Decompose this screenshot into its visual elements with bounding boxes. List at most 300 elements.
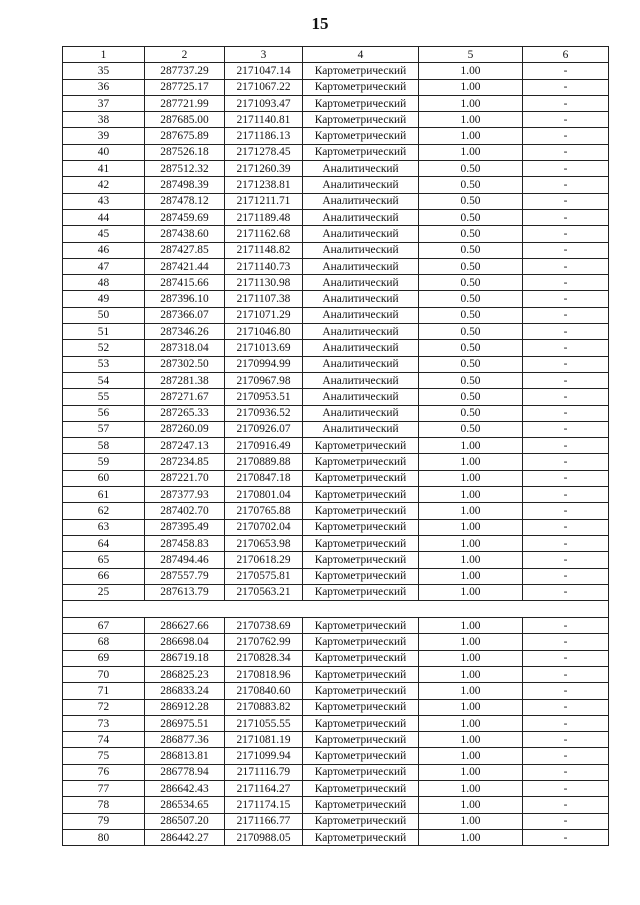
description-cell: -	[523, 340, 609, 356]
description-cell: -	[523, 748, 609, 764]
table-row	[63, 438, 609, 454]
method-cell: Картометрический	[303, 715, 419, 731]
method-cell: Картометрический	[303, 95, 419, 111]
point-number-cell: 48	[63, 275, 145, 291]
accuracy-cell: 1.00	[419, 732, 523, 748]
accuracy-cell: 1.00	[419, 454, 523, 470]
accuracy-cell: 1.00	[419, 487, 523, 503]
description-cell: -	[523, 389, 609, 405]
accuracy-cell: 0.50	[419, 209, 523, 225]
description-cell: -	[523, 372, 609, 388]
point-number-cell: 50	[63, 307, 145, 323]
table-row	[63, 454, 609, 470]
x-coordinate-cell: 287421.44	[145, 258, 225, 274]
method-cell: Картометрический	[303, 732, 419, 748]
point-number-cell: 46	[63, 242, 145, 258]
x-coordinate-cell: 287721.99	[145, 95, 225, 111]
accuracy-cell: 0.50	[419, 372, 523, 388]
x-coordinate-cell: 287377.93	[145, 487, 225, 503]
description-cell: -	[523, 666, 609, 682]
point-number-cell: 56	[63, 405, 145, 421]
point-number-cell: 78	[63, 797, 145, 813]
y-coordinate-cell: 2170967.98	[225, 372, 303, 388]
accuracy-cell: 1.00	[419, 584, 523, 600]
x-coordinate-cell: 286534.65	[145, 797, 225, 813]
method-cell: Аналитический	[303, 258, 419, 274]
accuracy-cell: 1.00	[419, 519, 523, 535]
y-coordinate-cell: 2171093.47	[225, 95, 303, 111]
x-coordinate-cell: 286719.18	[145, 650, 225, 666]
y-coordinate-cell: 2171130.98	[225, 275, 303, 291]
method-cell: Аналитический	[303, 372, 419, 388]
point-number-cell: 39	[63, 128, 145, 144]
description-cell: -	[523, 324, 609, 340]
accuracy-cell: 0.50	[419, 307, 523, 323]
table-row	[63, 829, 609, 845]
point-number-cell: 44	[63, 209, 145, 225]
method-cell: Картометрический	[303, 503, 419, 519]
table-row	[63, 715, 609, 731]
y-coordinate-cell: 2171047.14	[225, 63, 303, 79]
method-cell: Аналитический	[303, 177, 419, 193]
description-cell: -	[523, 634, 609, 650]
method-cell: Аналитический	[303, 324, 419, 340]
description-cell: -	[523, 95, 609, 111]
accuracy-cell: 0.50	[419, 389, 523, 405]
y-coordinate-cell: 2170653.98	[225, 535, 303, 551]
x-coordinate-cell: 287346.26	[145, 324, 225, 340]
point-number-cell: 71	[63, 683, 145, 699]
accuracy-cell: 1.00	[419, 797, 523, 813]
x-coordinate-cell: 286778.94	[145, 764, 225, 780]
accuracy-cell: 1.00	[419, 128, 523, 144]
accuracy-cell: 0.50	[419, 340, 523, 356]
y-coordinate-cell: 2171148.82	[225, 242, 303, 258]
x-coordinate-cell: 286912.28	[145, 699, 225, 715]
method-cell: Картометрический	[303, 63, 419, 79]
x-coordinate-cell: 286813.81	[145, 748, 225, 764]
y-coordinate-cell: 2171116.79	[225, 764, 303, 780]
point-number-cell: 65	[63, 552, 145, 568]
description-cell: -	[523, 764, 609, 780]
table-row	[63, 421, 609, 437]
point-number-cell: 61	[63, 487, 145, 503]
x-coordinate-cell: 286825.23	[145, 666, 225, 682]
description-cell: -	[523, 258, 609, 274]
accuracy-cell: 1.00	[419, 813, 523, 829]
description-cell: -	[523, 209, 609, 225]
table-row	[63, 519, 609, 535]
point-number-cell: 37	[63, 95, 145, 111]
point-number-cell: 53	[63, 356, 145, 372]
accuracy-cell: 1.00	[419, 112, 523, 128]
y-coordinate-cell: 2171046.80	[225, 324, 303, 340]
accuracy-cell: 1.00	[419, 748, 523, 764]
header-cell: 5	[419, 47, 523, 63]
method-cell: Картометрический	[303, 748, 419, 764]
accuracy-cell: 0.50	[419, 226, 523, 242]
method-cell: Аналитический	[303, 405, 419, 421]
x-coordinate-cell: 287675.89	[145, 128, 225, 144]
y-coordinate-cell: 2170926.07	[225, 421, 303, 437]
page-number: 15	[311, 14, 329, 33]
header-cell: 6	[523, 47, 609, 63]
table-row	[63, 372, 609, 388]
point-number-cell: 36	[63, 79, 145, 95]
point-number-cell: 41	[63, 161, 145, 177]
accuracy-cell: 1.00	[419, 63, 523, 79]
method-cell: Картометрический	[303, 519, 419, 535]
table-row	[63, 112, 609, 128]
y-coordinate-cell: 2171260.39	[225, 161, 303, 177]
x-coordinate-cell: 286975.51	[145, 715, 225, 731]
table-row	[63, 340, 609, 356]
method-cell: Картометрический	[303, 813, 419, 829]
description-cell: -	[523, 699, 609, 715]
method-cell: Аналитический	[303, 291, 419, 307]
x-coordinate-cell: 287271.67	[145, 389, 225, 405]
description-cell: -	[523, 829, 609, 845]
description-cell: -	[523, 503, 609, 519]
y-coordinate-cell: 2171174.15	[225, 797, 303, 813]
header-cell: 3	[225, 47, 303, 63]
header-cell: 4	[303, 47, 419, 63]
x-coordinate-cell: 287318.04	[145, 340, 225, 356]
coordinates-table	[62, 46, 609, 846]
x-coordinate-cell: 287685.00	[145, 112, 225, 128]
y-coordinate-cell: 2171140.81	[225, 112, 303, 128]
y-coordinate-cell: 2171238.81	[225, 177, 303, 193]
x-coordinate-cell: 287725.17	[145, 79, 225, 95]
method-cell: Картометрический	[303, 144, 419, 160]
table-row	[63, 781, 609, 797]
x-coordinate-cell: 287438.60	[145, 226, 225, 242]
table-row	[63, 177, 609, 193]
description-cell: -	[523, 454, 609, 470]
y-coordinate-cell: 2170889.88	[225, 454, 303, 470]
table-row	[63, 63, 609, 79]
table-row	[63, 584, 609, 600]
accuracy-cell: 1.00	[419, 552, 523, 568]
description-cell: -	[523, 63, 609, 79]
point-number-cell: 72	[63, 699, 145, 715]
accuracy-cell: 1.00	[419, 683, 523, 699]
accuracy-cell: 1.00	[419, 470, 523, 486]
empty-cell	[63, 601, 609, 618]
table-row	[63, 535, 609, 551]
y-coordinate-cell: 2171162.68	[225, 226, 303, 242]
description-cell: -	[523, 552, 609, 568]
y-coordinate-cell: 2171140.73	[225, 258, 303, 274]
method-cell: Картометрический	[303, 584, 419, 600]
table-row	[63, 699, 609, 715]
point-number-cell: 77	[63, 781, 145, 797]
y-coordinate-cell: 2171055.55	[225, 715, 303, 731]
table-row	[63, 732, 609, 748]
table-row	[63, 470, 609, 486]
accuracy-cell: 1.00	[419, 781, 523, 797]
point-number-cell: 67	[63, 618, 145, 634]
table-row	[63, 487, 609, 503]
x-coordinate-cell: 287498.39	[145, 177, 225, 193]
y-coordinate-cell: 2170988.05	[225, 829, 303, 845]
point-number-cell: 47	[63, 258, 145, 274]
y-coordinate-cell: 2171071.29	[225, 307, 303, 323]
y-coordinate-cell: 2170994.99	[225, 356, 303, 372]
table-row	[63, 307, 609, 323]
x-coordinate-cell: 287557.79	[145, 568, 225, 584]
point-number-cell: 75	[63, 748, 145, 764]
method-cell: Картометрический	[303, 112, 419, 128]
description-cell: -	[523, 618, 609, 634]
description-cell: -	[523, 405, 609, 421]
description-cell: -	[523, 144, 609, 160]
description-cell: -	[523, 193, 609, 209]
y-coordinate-cell: 2171081.19	[225, 732, 303, 748]
point-number-cell: 42	[63, 177, 145, 193]
description-cell: -	[523, 650, 609, 666]
point-number-cell: 54	[63, 372, 145, 388]
method-cell: Аналитический	[303, 340, 419, 356]
description-cell: -	[523, 584, 609, 600]
accuracy-cell: 1.00	[419, 95, 523, 111]
y-coordinate-cell: 2171186.13	[225, 128, 303, 144]
x-coordinate-cell: 286627.66	[145, 618, 225, 634]
y-coordinate-cell: 2170840.60	[225, 683, 303, 699]
method-cell: Картометрический	[303, 634, 419, 650]
table-row	[63, 568, 609, 584]
x-coordinate-cell: 287478.12	[145, 193, 225, 209]
point-number-cell: 70	[63, 666, 145, 682]
method-cell: Картометрический	[303, 568, 419, 584]
accuracy-cell: 0.50	[419, 421, 523, 437]
accuracy-cell: 1.00	[419, 79, 523, 95]
point-number-cell: 38	[63, 112, 145, 128]
description-cell: -	[523, 242, 609, 258]
table-row	[63, 405, 609, 421]
y-coordinate-cell: 2171099.94	[225, 748, 303, 764]
y-coordinate-cell: 2170916.49	[225, 438, 303, 454]
method-cell: Картометрический	[303, 79, 419, 95]
description-cell: -	[523, 568, 609, 584]
description-cell: -	[523, 128, 609, 144]
table-row	[63, 161, 609, 177]
description-cell: -	[523, 715, 609, 731]
table-row	[63, 79, 609, 95]
table-row	[63, 552, 609, 568]
x-coordinate-cell: 287395.49	[145, 519, 225, 535]
x-coordinate-cell: 286507.20	[145, 813, 225, 829]
method-cell: Картометрический	[303, 781, 419, 797]
method-cell: Аналитический	[303, 421, 419, 437]
x-coordinate-cell: 286833.24	[145, 683, 225, 699]
x-coordinate-cell: 287737.29	[145, 63, 225, 79]
x-coordinate-cell: 287458.83	[145, 535, 225, 551]
point-number-cell: 80	[63, 829, 145, 845]
table-row	[63, 95, 609, 111]
x-coordinate-cell: 286698.04	[145, 634, 225, 650]
table-row	[63, 324, 609, 340]
method-cell: Картометрический	[303, 438, 419, 454]
description-cell: -	[523, 781, 609, 797]
y-coordinate-cell: 2170738.69	[225, 618, 303, 634]
accuracy-cell: 1.00	[419, 699, 523, 715]
method-cell: Картометрический	[303, 454, 419, 470]
x-coordinate-cell: 286642.43	[145, 781, 225, 797]
x-coordinate-cell: 287512.32	[145, 161, 225, 177]
table-row	[63, 275, 609, 291]
method-cell: Картометрический	[303, 552, 419, 568]
description-cell: -	[523, 275, 609, 291]
accuracy-cell: 0.50	[419, 242, 523, 258]
point-number-cell: 55	[63, 389, 145, 405]
point-number-cell: 68	[63, 634, 145, 650]
description-cell: -	[523, 291, 609, 307]
method-cell: Аналитический	[303, 193, 419, 209]
x-coordinate-cell: 286442.27	[145, 829, 225, 845]
description-cell: -	[523, 519, 609, 535]
table-row	[63, 356, 609, 372]
description-cell: -	[523, 487, 609, 503]
description-cell: -	[523, 226, 609, 242]
point-number-cell: 51	[63, 324, 145, 340]
table-header-row	[63, 47, 609, 63]
point-number-cell: 35	[63, 63, 145, 79]
method-cell: Картометрический	[303, 666, 419, 682]
x-coordinate-cell: 286877.36	[145, 732, 225, 748]
point-number-cell: 25	[63, 584, 145, 600]
point-number-cell: 76	[63, 764, 145, 780]
table-row	[63, 666, 609, 682]
description-cell: -	[523, 356, 609, 372]
x-coordinate-cell: 287396.10	[145, 291, 225, 307]
method-cell: Аналитический	[303, 209, 419, 225]
accuracy-cell: 0.50	[419, 161, 523, 177]
accuracy-cell: 0.50	[419, 258, 523, 274]
header-cell: 1	[63, 47, 145, 63]
point-number-cell: 62	[63, 503, 145, 519]
point-number-cell: 64	[63, 535, 145, 551]
method-cell: Картометрический	[303, 470, 419, 486]
method-cell: Картометрический	[303, 829, 419, 845]
header-cell: 2	[145, 47, 225, 63]
x-coordinate-cell: 287459.69	[145, 209, 225, 225]
point-number-cell: 79	[63, 813, 145, 829]
method-cell: Аналитический	[303, 307, 419, 323]
table-body	[63, 47, 609, 846]
table-row	[63, 650, 609, 666]
description-cell: -	[523, 732, 609, 748]
method-cell: Аналитический	[303, 275, 419, 291]
point-number-cell: 45	[63, 226, 145, 242]
point-number-cell: 40	[63, 144, 145, 160]
y-coordinate-cell: 2170563.21	[225, 584, 303, 600]
description-cell: -	[523, 177, 609, 193]
y-coordinate-cell: 2171164.27	[225, 781, 303, 797]
table-row	[63, 503, 609, 519]
table-row	[63, 193, 609, 209]
point-number-cell: 58	[63, 438, 145, 454]
method-cell: Аналитический	[303, 161, 419, 177]
accuracy-cell: 1.00	[419, 535, 523, 551]
x-coordinate-cell: 287494.46	[145, 552, 225, 568]
table-row	[63, 618, 609, 634]
y-coordinate-cell: 2170847.18	[225, 470, 303, 486]
point-number-cell: 73	[63, 715, 145, 731]
x-coordinate-cell: 287613.79	[145, 584, 225, 600]
accuracy-cell: 1.00	[419, 618, 523, 634]
description-cell: -	[523, 683, 609, 699]
accuracy-cell: 0.50	[419, 275, 523, 291]
x-coordinate-cell: 287427.85	[145, 242, 225, 258]
x-coordinate-cell: 287247.13	[145, 438, 225, 454]
point-number-cell: 63	[63, 519, 145, 535]
description-cell: -	[523, 421, 609, 437]
y-coordinate-cell: 2170818.96	[225, 666, 303, 682]
table-row	[63, 797, 609, 813]
table-row	[63, 683, 609, 699]
y-coordinate-cell: 2170618.29	[225, 552, 303, 568]
point-number-cell: 57	[63, 421, 145, 437]
accuracy-cell: 1.00	[419, 650, 523, 666]
y-coordinate-cell: 2170953.51	[225, 389, 303, 405]
accuracy-cell: 1.00	[419, 438, 523, 454]
y-coordinate-cell: 2171107.38	[225, 291, 303, 307]
point-number-cell: 43	[63, 193, 145, 209]
y-coordinate-cell: 2170762.99	[225, 634, 303, 650]
table-row	[63, 242, 609, 258]
y-coordinate-cell: 2171189.48	[225, 209, 303, 225]
y-coordinate-cell: 2171166.77	[225, 813, 303, 829]
y-coordinate-cell: 2171278.45	[225, 144, 303, 160]
table-row	[63, 226, 609, 242]
accuracy-cell: 1.00	[419, 503, 523, 519]
table-row	[63, 128, 609, 144]
point-number-cell: 49	[63, 291, 145, 307]
point-number-cell: 59	[63, 454, 145, 470]
method-cell: Аналитический	[303, 389, 419, 405]
point-number-cell: 60	[63, 470, 145, 486]
y-coordinate-cell: 2170883.82	[225, 699, 303, 715]
table-row	[63, 634, 609, 650]
empty-separator-row	[63, 601, 609, 618]
method-cell: Картометрический	[303, 128, 419, 144]
y-coordinate-cell: 2171013.69	[225, 340, 303, 356]
accuracy-cell: 0.50	[419, 291, 523, 307]
method-cell: Аналитический	[303, 226, 419, 242]
x-coordinate-cell: 287265.33	[145, 405, 225, 421]
description-cell: -	[523, 161, 609, 177]
description-cell: -	[523, 535, 609, 551]
y-coordinate-cell: 2171067.22	[225, 79, 303, 95]
method-cell: Картометрический	[303, 535, 419, 551]
method-cell: Картометрический	[303, 618, 419, 634]
method-cell: Аналитический	[303, 242, 419, 258]
description-cell: -	[523, 307, 609, 323]
x-coordinate-cell: 287260.09	[145, 421, 225, 437]
method-cell: Картометрический	[303, 699, 419, 715]
y-coordinate-cell: 2170801.04	[225, 487, 303, 503]
x-coordinate-cell: 287366.07	[145, 307, 225, 323]
description-cell: -	[523, 438, 609, 454]
method-cell: Картометрический	[303, 487, 419, 503]
table-row	[63, 389, 609, 405]
accuracy-cell: 1.00	[419, 715, 523, 731]
y-coordinate-cell: 2170702.04	[225, 519, 303, 535]
table-row	[63, 764, 609, 780]
accuracy-cell: 1.00	[419, 829, 523, 845]
description-cell: -	[523, 797, 609, 813]
